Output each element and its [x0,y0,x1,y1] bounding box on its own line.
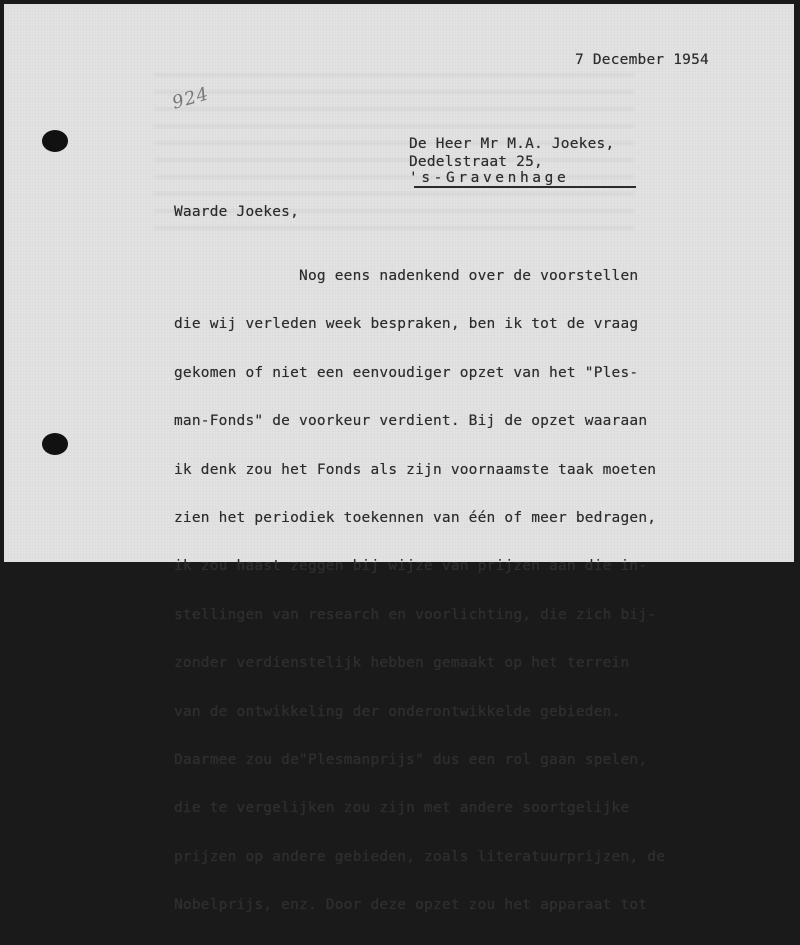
body-line: die wij verleden week bespraken, ben ik tot de vraag [174,316,639,333]
recipient-name: De Heer Mr M.A. Joekes, [409,136,615,152]
body-line: Nog eens nadenkend over de voorstellen [174,268,639,284]
body-line: prijzen op andere gebieden, zoals literatuurprijzen, de [174,848,666,865]
body-line: zien het periodiek toekennen van één of meer bedragen, [174,509,657,526]
pencil-annotation: 924 [169,83,212,114]
body-line: die te vergelijken zou zijn met andere soortgelijke [174,800,630,817]
letter-date: 7 December 1954 [575,52,709,68]
body-line: Nobelprijs, enz. Door deze opzet zou het apparaat tot [174,897,648,914]
body-line: zonder verdienstelijk hebben gemaakt op het terrein [174,655,630,672]
body-line: ik denk zou het Fonds als zijn voornaamste taak moeten [174,461,657,478]
punch-hole-top [42,130,68,152]
letter-greeting: Waarde Joekes, [174,204,300,220]
body-line: ik zou haast zeggen bij wijze van prijzen aan die in- [174,558,648,575]
recipient-street: Dedelstraat 25, [409,154,543,170]
letter-page [4,4,794,914]
recipient-city: 's-Gravenhage [409,170,570,186]
punch-hole-bottom [42,433,68,455]
body-line: man-Fonds" de voorkeur verdient. Bij de opzet waaraan [174,413,648,430]
body-line: Daarmee zou de"Plesmanprijs" dus een rol gaan spelen, [174,751,648,768]
body-line: gekomen of niet een eenvoudiger opzet van het "Ples- [174,364,639,381]
letter-body [174,236,665,945]
city-underline [414,186,636,188]
body-line: stellingen van research en voorlichting, die zich bij- [174,606,657,623]
body-line: van de ontwikkeling der onderontwikkelde gebieden. [174,703,621,720]
